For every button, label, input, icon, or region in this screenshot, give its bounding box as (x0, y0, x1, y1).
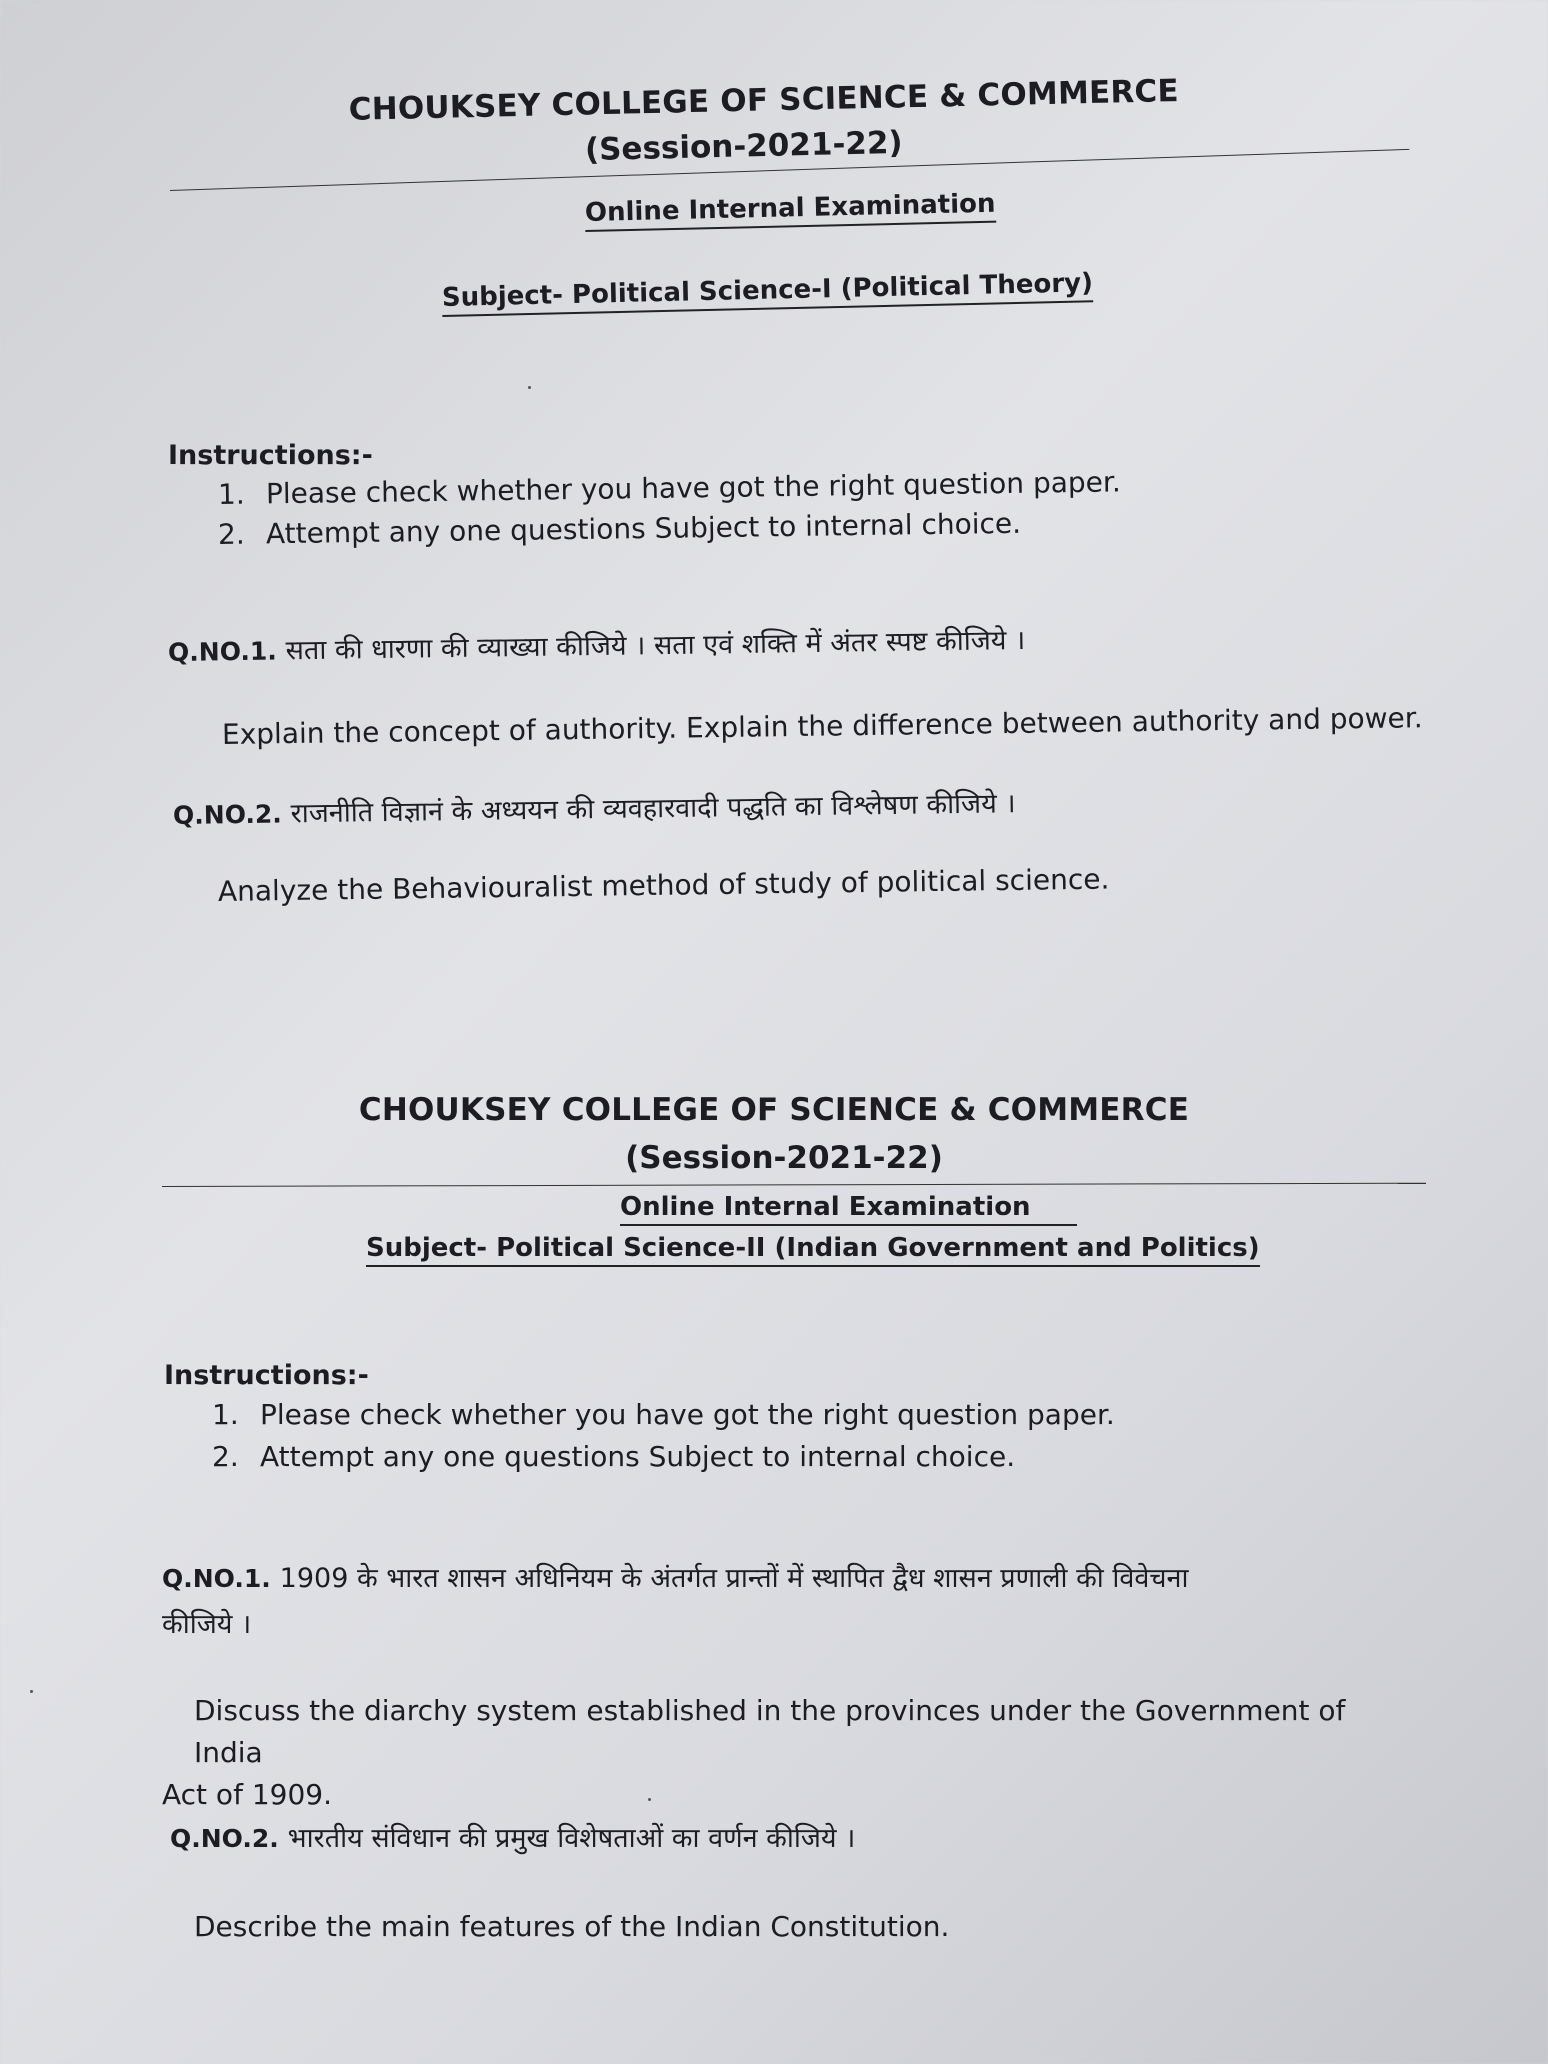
instructions-title-1: Instructions:- (168, 440, 373, 471)
question-1-1: Q.NO.1. सता की धारणा की व्याख्या कीजिये । सता एवं शक्ति में अंतर स्पष्ट कीजिये । (167, 625, 1026, 667)
session-1: (Session-2021-22) (584, 124, 904, 169)
paper-speck (648, 1798, 651, 1801)
question-2-2-english: Describe the main features of the Indian Constitution. (194, 1910, 950, 1943)
question-2-1-english: Discuss the diarchy system established in the provinces under the Government of India Act of 1909. (162, 1694, 1346, 1811)
paper-speck (528, 386, 531, 389)
question-1-1-english: Explain the concept of authority. Explain the difference between authority and power. (221, 701, 1423, 751)
subject-2: Subject- Political Science-II (Indian Government and Politics) (366, 1233, 1260, 1267)
question-2-1-cont: कीजिये । (162, 1609, 252, 1640)
question-1-2: Q.NO.2. राजनीति विज्ञानं के अध्ययन की व्यवहारवादी पद्धति का विश्लेषण कीजिये । (172, 788, 1016, 830)
instruction-1-2: 2. Attempt any one questions Subject to internal choice. (217, 506, 1022, 551)
instruction-1-1: 1. Please check whether you have got the right question paper. (217, 465, 1121, 511)
subject-1: Subject- Political Science-I (Political Theory) (442, 268, 1094, 317)
session-2: (Session-2021-22) (625, 1140, 943, 1176)
paper-speck (30, 1690, 33, 1693)
college-name-1: CHOUKSEY COLLEGE OF SCIENCE & COMMERCE (348, 73, 1180, 128)
question-2-2: Q.NO.2. भारतीय संविधान की प्रमुख विशेषताओं का वर्णन कीजिये । (170, 1823, 856, 1854)
question-1-2-english: Analyze the Behaviouralist method of study of political science. (217, 862, 1110, 908)
exam-title-1: Online Internal Examination (585, 189, 996, 232)
exam-title-2: Online Internal Examination (620, 1192, 1077, 1226)
instructions-title-2: Instructions:- (164, 1360, 369, 1391)
question-2-1: Q.NO.1. 1909 के भारत शासन अधिनियम के अंतर्गत प्रान्तों में स्थापित द्वैध शासन प्रणाली की विवेचना (162, 1563, 1189, 1594)
instruction-2-1: 1. Please check whether you have got the right question paper. (212, 1398, 1115, 1431)
college-name-2: CHOUKSEY COLLEGE OF SCIENCE & COMMERCE (358, 1092, 1190, 1128)
instruction-2-2: 2. Attempt any one questions Subject to internal choice. (212, 1440, 1016, 1473)
header-rule-2 (162, 1183, 1426, 1187)
